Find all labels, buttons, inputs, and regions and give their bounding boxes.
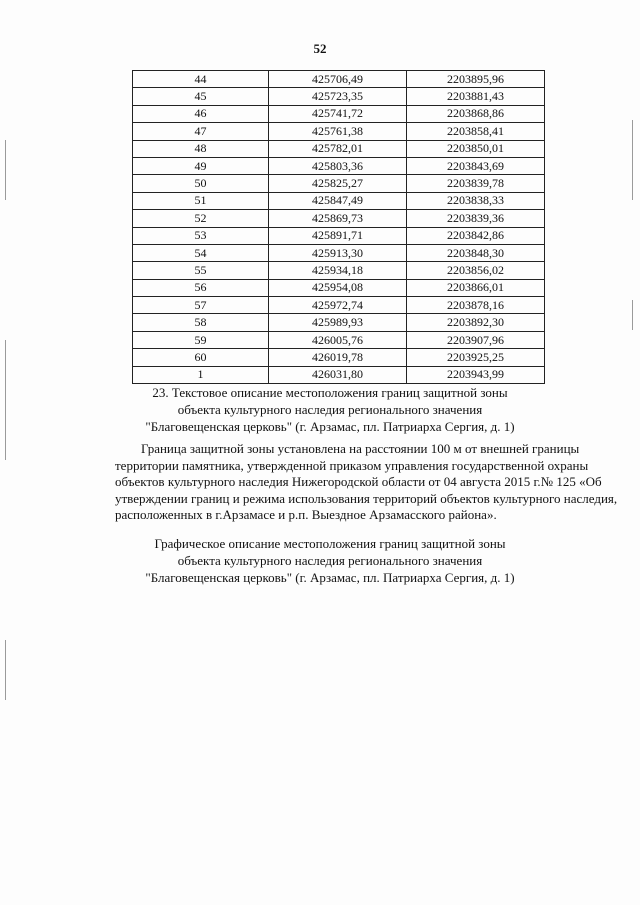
table-row <box>133 297 545 314</box>
section-23-heading-line: "Благовещенская церковь" (г. Арзамас, пл. Патриарха Сергия, д. 1) <box>145 419 515 434</box>
point-number-cell: 57 <box>133 297 269 314</box>
table-row <box>133 227 545 244</box>
y-coordinate-cell: 2203895,96 <box>407 71 545 88</box>
point-number-cell: 53 <box>133 227 269 244</box>
y-coordinate-cell: 2203868,86 <box>407 105 545 122</box>
y-coordinate-cell: 2203925,25 <box>407 349 545 366</box>
coordinates-table-body <box>133 71 545 384</box>
scan-edge-mark <box>5 340 6 460</box>
x-coordinate-cell: 425972,74 <box>269 297 407 314</box>
x-coordinate-cell: 426019,78 <box>269 349 407 366</box>
x-coordinate-cell: 425803,36 <box>269 157 407 174</box>
y-coordinate-cell: 2203842,86 <box>407 227 545 244</box>
section-23-heading-line: 23. Текстовое описание местоположения границ защитной зоны <box>152 385 508 400</box>
x-coordinate-cell: 425706,49 <box>269 71 407 88</box>
point-number-cell: 47 <box>133 123 269 140</box>
graphic-heading-line: "Благовещенская церковь" (г. Арзамас, пл. Патриарха Сергия, д. 1) <box>145 570 515 585</box>
graphic-heading-line: объекта культурного наследия регионального значения <box>177 553 483 568</box>
point-number-cell: 1 <box>133 366 269 383</box>
section-23-heading <box>120 384 540 435</box>
y-coordinate-cell: 2203839,36 <box>407 210 545 227</box>
graphic-heading-line: Графическое описание местоположения границ защитной зоны <box>154 536 506 551</box>
x-coordinate-cell: 425782,01 <box>269 140 407 157</box>
y-coordinate-cell: 2203892,30 <box>407 314 545 331</box>
page-number: 52 <box>313 41 327 56</box>
table-row <box>133 349 545 366</box>
x-coordinate-cell: 426005,76 <box>269 331 407 348</box>
y-coordinate-cell: 2203907,96 <box>407 331 545 348</box>
x-coordinate-cell: 425869,73 <box>269 210 407 227</box>
table-row <box>133 210 545 227</box>
y-coordinate-cell: 2203848,30 <box>407 244 545 261</box>
paragraph-line: Граница защитной зоны установлена на расстоянии 100 м от внешней границы <box>141 441 580 456</box>
y-coordinate-cell: 2203943,99 <box>407 366 545 383</box>
point-number-cell: 54 <box>133 244 269 261</box>
point-number-cell: 48 <box>133 140 269 157</box>
scan-edge-mark <box>632 120 633 200</box>
point-number-cell: 52 <box>133 210 269 227</box>
y-coordinate-cell: 2203856,02 <box>407 262 545 279</box>
y-coordinate-cell: 2203881,43 <box>407 88 545 105</box>
table-row <box>133 88 545 105</box>
point-number-cell: 51 <box>133 192 269 209</box>
table-row <box>133 105 545 122</box>
paragraph-line: расположенных в г.Арзамасе и р.п. Выездное Арзамасского района». <box>115 507 497 522</box>
x-coordinate-cell: 425741,72 <box>269 105 407 122</box>
paragraph-line: утверждении границ и режима использования территорий объектов культурного наследия, <box>115 490 618 506</box>
y-coordinate-cell: 2203878,16 <box>407 297 545 314</box>
section-23-heading-line: объекта культурного наследия регионального значения <box>177 402 483 417</box>
point-number-cell: 60 <box>133 349 269 366</box>
table-row <box>133 331 545 348</box>
point-number-cell: 46 <box>133 105 269 122</box>
y-coordinate-cell: 2203839,78 <box>407 175 545 192</box>
x-coordinate-cell: 425825,27 <box>269 175 407 192</box>
table-row <box>133 279 545 296</box>
point-number-cell: 44 <box>133 71 269 88</box>
x-coordinate-cell: 425847,49 <box>269 192 407 209</box>
point-number-cell: 58 <box>133 314 269 331</box>
y-coordinate-cell: 2203838,33 <box>407 192 545 209</box>
point-number-cell: 50 <box>133 175 269 192</box>
table-row <box>133 157 545 174</box>
point-number-cell: 55 <box>133 262 269 279</box>
x-coordinate-cell: 425934,18 <box>269 262 407 279</box>
paragraph-line: объектов культурного наследия Нижегородской области от 04 августа 2015 г.№ 125 «Об <box>115 474 602 489</box>
scan-edge-mark <box>632 300 633 330</box>
point-number-cell: 45 <box>133 88 269 105</box>
x-coordinate-cell: 425723,35 <box>269 88 407 105</box>
scan-edge-mark <box>5 140 6 200</box>
x-coordinate-cell: 425891,71 <box>269 227 407 244</box>
coordinates-table <box>132 70 545 384</box>
table-row <box>133 123 545 140</box>
point-number-cell: 59 <box>133 331 269 348</box>
y-coordinate-cell: 2203866,01 <box>407 279 545 296</box>
table-row <box>133 366 545 383</box>
y-coordinate-cell: 2203858,41 <box>407 123 545 140</box>
table-row <box>133 244 545 261</box>
y-coordinate-cell: 2203850,01 <box>407 140 545 157</box>
table-row <box>133 140 545 157</box>
table-row <box>133 71 545 88</box>
point-number-cell: 56 <box>133 279 269 296</box>
table-row <box>133 262 545 279</box>
point-number-cell: 49 <box>133 157 269 174</box>
x-coordinate-cell: 425989,93 <box>269 314 407 331</box>
paragraph-line: территории памятника, утвержденной приказом управления государственной охраны <box>115 457 589 473</box>
table-row <box>133 192 545 209</box>
x-coordinate-cell: 425761,38 <box>269 123 407 140</box>
scan-edge-mark <box>5 640 6 700</box>
table-row <box>133 175 545 192</box>
boundary-description-paragraph <box>115 441 618 524</box>
x-coordinate-cell: 426031,80 <box>269 366 407 383</box>
graphic-description-heading <box>120 535 540 586</box>
y-coordinate-cell: 2203843,69 <box>407 157 545 174</box>
x-coordinate-cell: 425913,30 <box>269 244 407 261</box>
table-row <box>133 314 545 331</box>
x-coordinate-cell: 425954,08 <box>269 279 407 296</box>
